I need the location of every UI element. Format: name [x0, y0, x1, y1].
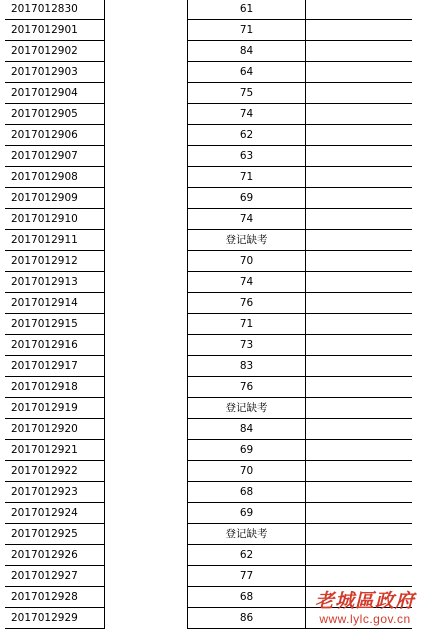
score-cell: 68	[188, 587, 306, 608]
table-row	[0, 62, 434, 83]
blank-cell	[105, 566, 188, 587]
remarks-cell	[306, 62, 412, 83]
remarks-cell	[306, 188, 412, 209]
remarks-cell	[306, 230, 412, 251]
score-cell: 64	[188, 62, 306, 83]
table-row	[0, 230, 434, 251]
remarks-cell	[306, 146, 412, 167]
exam-id-cell: 2017012921	[5, 440, 105, 461]
blank-cell	[105, 272, 188, 293]
table-row	[0, 167, 434, 188]
table-row	[0, 377, 434, 398]
blank-cell	[105, 503, 188, 524]
score-cell: 73	[188, 335, 306, 356]
table-row	[0, 461, 434, 482]
blank-cell	[105, 356, 188, 377]
table-row	[0, 272, 434, 293]
score-cell: 登记缺考	[188, 398, 306, 419]
exam-id-cell: 2017012907	[5, 146, 105, 167]
remarks-cell	[306, 125, 412, 146]
score-cell: 68	[188, 482, 306, 503]
watermark-url: www.lylc.gov.cn	[319, 612, 411, 626]
remarks-cell	[306, 545, 412, 566]
blank-cell	[105, 230, 188, 251]
exam-id-cell: 2017012923	[5, 482, 105, 503]
remarks-cell	[306, 272, 412, 293]
score-cell: 登记缺考	[188, 230, 306, 251]
table-row	[0, 188, 434, 209]
score-cell: 71	[188, 314, 306, 335]
exam-id-cell: 2017012909	[5, 188, 105, 209]
score-cell: 86	[188, 608, 306, 629]
table-row	[0, 524, 434, 545]
watermark	[300, 590, 430, 630]
blank-cell	[105, 377, 188, 398]
exam-id-cell: 2017012918	[5, 377, 105, 398]
score-cell: 71	[188, 20, 306, 41]
exam-id-cell: 2017012924	[5, 503, 105, 524]
blank-cell	[105, 62, 188, 83]
table-row	[0, 83, 434, 104]
exam-id-cell: 2017012919	[5, 398, 105, 419]
table-row	[0, 440, 434, 461]
remarks-cell	[306, 104, 412, 125]
blank-cell	[105, 146, 188, 167]
score-cell: 63	[188, 146, 306, 167]
exam-id-cell: 2017012908	[5, 167, 105, 188]
exam-id-cell: 2017012928	[5, 587, 105, 608]
blank-cell	[105, 188, 188, 209]
table-row	[0, 146, 434, 167]
table-row	[0, 335, 434, 356]
table-row	[0, 104, 434, 125]
exam-id-cell: 2017012830	[5, 0, 105, 20]
table-row	[0, 482, 434, 503]
score-cell: 71	[188, 167, 306, 188]
exam-id-cell: 2017012920	[5, 419, 105, 440]
exam-id-cell: 2017012911	[5, 230, 105, 251]
blank-cell	[105, 0, 188, 20]
table-row	[0, 398, 434, 419]
exam-id-cell: 2017012902	[5, 41, 105, 62]
remarks-cell	[306, 398, 412, 419]
score-cell: 83	[188, 356, 306, 377]
remarks-cell	[306, 251, 412, 272]
exam-id-cell: 2017012910	[5, 209, 105, 230]
exam-id-cell: 2017012925	[5, 524, 105, 545]
table-row	[0, 125, 434, 146]
table-row	[0, 566, 434, 587]
exam-id-cell: 2017012901	[5, 20, 105, 41]
remarks-cell	[306, 377, 412, 398]
exam-id-cell: 2017012926	[5, 545, 105, 566]
score-cell: 74	[188, 104, 306, 125]
table-row	[0, 293, 434, 314]
blank-cell	[105, 461, 188, 482]
score-cell: 77	[188, 566, 306, 587]
redaction-mask	[108, 604, 152, 632]
remarks-cell	[306, 20, 412, 41]
score-cell: 61	[188, 0, 306, 20]
remarks-cell	[306, 461, 412, 482]
exam-id-cell: 2017012927	[5, 566, 105, 587]
exam-id-cell: 2017012922	[5, 461, 105, 482]
table-row	[0, 503, 434, 524]
remarks-cell	[306, 314, 412, 335]
exam-id-cell: 2017012916	[5, 335, 105, 356]
score-cell: 76	[188, 293, 306, 314]
blank-cell	[105, 125, 188, 146]
table-row	[0, 20, 434, 41]
remarks-cell	[306, 566, 412, 587]
remarks-cell	[306, 356, 412, 377]
score-cell: 75	[188, 83, 306, 104]
blank-cell	[105, 104, 188, 125]
score-cell: 74	[188, 272, 306, 293]
remarks-cell	[306, 503, 412, 524]
remarks-cell	[306, 83, 412, 104]
score-cell: 69	[188, 503, 306, 524]
exam-id-cell: 2017012912	[5, 251, 105, 272]
blank-cell	[105, 167, 188, 188]
score-cell: 76	[188, 377, 306, 398]
blank-cell	[105, 419, 188, 440]
table-row	[0, 0, 434, 20]
table-row	[0, 314, 434, 335]
blank-cell	[105, 314, 188, 335]
exam-id-cell: 2017012914	[5, 293, 105, 314]
blank-cell	[105, 293, 188, 314]
remarks-cell	[306, 524, 412, 545]
score-cell: 69	[188, 188, 306, 209]
score-cell: 84	[188, 41, 306, 62]
table-row	[0, 209, 434, 230]
blank-cell	[105, 20, 188, 41]
exam-id-cell: 2017012903	[5, 62, 105, 83]
remarks-cell	[306, 293, 412, 314]
blank-cell	[105, 482, 188, 503]
watermark-title: 老城區政府	[314, 590, 415, 612]
score-cell: 70	[188, 461, 306, 482]
exam-id-cell: 2017012904	[5, 83, 105, 104]
score-cell: 62	[188, 545, 306, 566]
remarks-cell	[306, 419, 412, 440]
score-cell: 84	[188, 419, 306, 440]
score-cell: 登记缺考	[188, 524, 306, 545]
score-cell: 69	[188, 440, 306, 461]
remarks-cell	[306, 440, 412, 461]
remarks-cell	[306, 167, 412, 188]
exam-id-cell: 2017012905	[5, 104, 105, 125]
remarks-cell	[306, 0, 412, 20]
table-row	[0, 419, 434, 440]
table-row	[0, 356, 434, 377]
exam-id-cell: 2017012929	[5, 608, 105, 629]
exam-id-cell: 2017012915	[5, 314, 105, 335]
table-row	[0, 251, 434, 272]
exam-id-cell: 2017012913	[5, 272, 105, 293]
exam-id-cell: 2017012906	[5, 125, 105, 146]
remarks-cell	[306, 482, 412, 503]
blank-cell	[105, 545, 188, 566]
blank-cell	[105, 41, 188, 62]
table-row	[0, 41, 434, 62]
blank-cell	[105, 440, 188, 461]
score-cell: 62	[188, 125, 306, 146]
blank-cell	[105, 209, 188, 230]
score-cell: 74	[188, 209, 306, 230]
blank-cell	[105, 335, 188, 356]
score-cell: 70	[188, 251, 306, 272]
remarks-cell	[306, 41, 412, 62]
exam-id-cell: 2017012917	[5, 356, 105, 377]
blank-cell	[105, 251, 188, 272]
blank-cell	[105, 398, 188, 419]
remarks-cell	[306, 335, 412, 356]
blank-cell	[105, 83, 188, 104]
table-row	[0, 545, 434, 566]
blank-cell	[105, 524, 188, 545]
remarks-cell	[306, 209, 412, 230]
